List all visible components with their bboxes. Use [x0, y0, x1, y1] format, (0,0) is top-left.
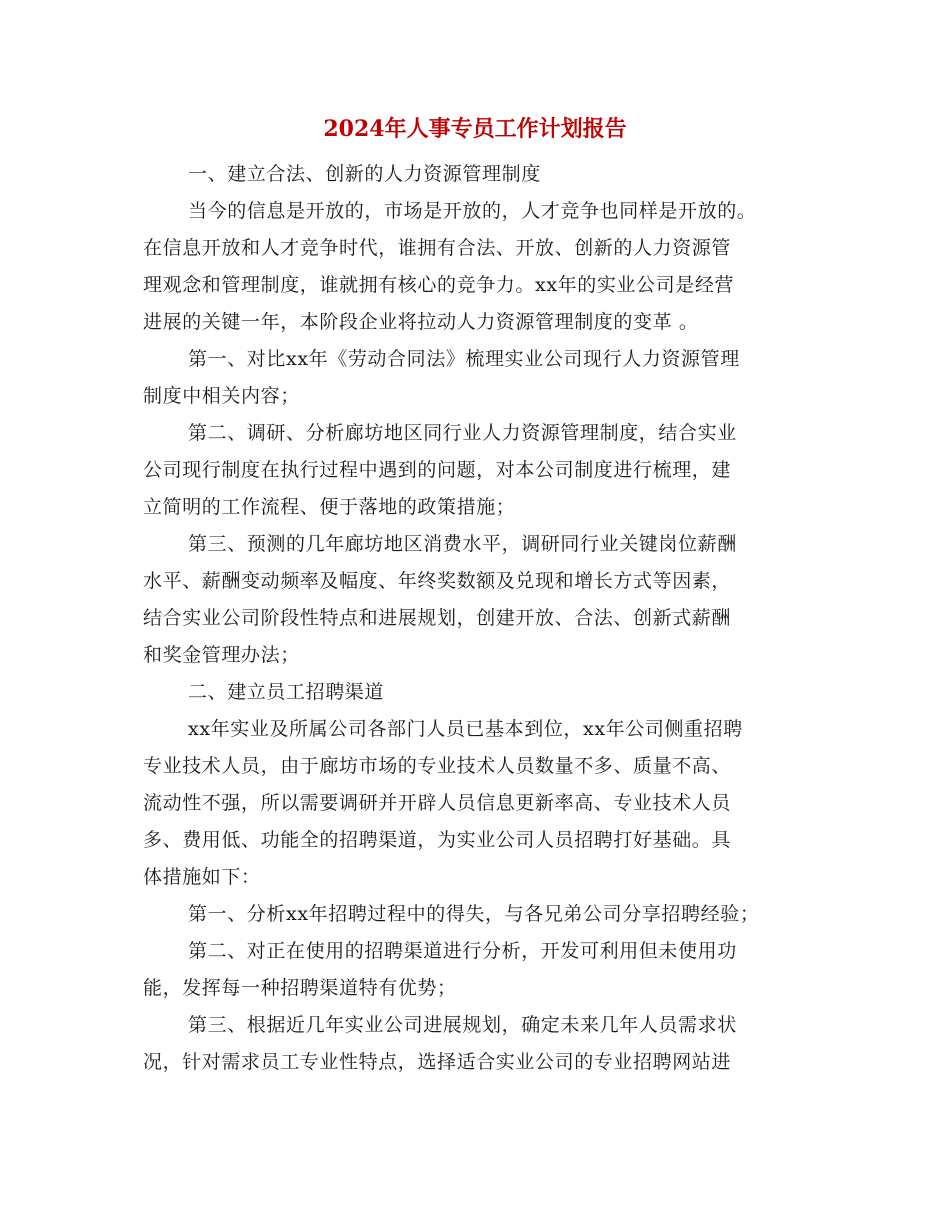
section-heading-1: 一、建立合法、创新的人力资源管理制度 — [188, 163, 541, 185]
paragraph-line: 进展的关键一年，本阶段企业将拉动人力资源管理制度的变革 。 — [143, 311, 699, 333]
document-title: 2024年人事专员工作计划报告 — [323, 116, 627, 142]
paragraph-line: 第三、根据近几年实业公司进展规划，确定未来几年人员需求状 — [188, 1014, 737, 1036]
paragraph-line: 理观念和管理制度，谁就拥有核心的竞争力。xx年的实业公司是经营 — [143, 274, 735, 296]
paragraph-line: 立简明的工作流程、便于落地的政策措施； — [143, 496, 516, 518]
paragraph-line: 流动性不强，所以需要调研并开辟人员信息更新率高、专业技术人员 — [143, 792, 732, 814]
paragraph-line: 公司现行制度在执行过程中遇到的问题，对本公司制度进行梳理，建 — [143, 459, 732, 481]
paragraph-line: 第一、对比xx年《劳动合同法》梳理实业公司现行人力资源管理 — [188, 348, 740, 370]
paragraph-line: 和奖金管理办法； — [143, 644, 300, 666]
paragraph-line: 水平、薪酬变动频率及幅度、年终奖数额及兑现和增长方式等因素， — [143, 570, 732, 592]
section-heading-2: 二、建立员工招聘渠道 — [188, 681, 385, 703]
paragraph-line: 结合实业公司阶段性特点和进展规划，创建开放、合法、创新式薪酬 — [143, 607, 732, 629]
paragraph-line: 能，发挥每一种招聘渠道特有优势； — [143, 977, 457, 999]
paragraph-line: 当今的信息是开放的，市场是开放的，人才竞争也同样是开放的。 — [188, 200, 757, 222]
paragraph-line: 专业技术人员，由于廊坊市场的专业技术人员数量不多、质量不高、 — [143, 755, 732, 777]
paragraph-line: 多、费用低、功能全的招聘渠道，为实业公司人员招聘打好基础。具 — [143, 829, 732, 851]
paragraph-line: 制度中相关内容； — [143, 385, 300, 407]
paragraph-line: 第一、分析xx年招聘过程中的得失，与各兄弟公司分享招聘经验； — [188, 903, 760, 925]
paragraph-line: 在信息开放和人才竞争时代，谁拥有合法、开放、创新的人力资源管 — [143, 237, 732, 259]
paragraph-line: 第二、对正在使用的招聘渠道进行分析，开发可利用但未使用功 — [188, 940, 737, 962]
paragraph-line: 况，针对需求员工专业性特点，选择适合实业公司的专业招聘网站进 — [143, 1051, 732, 1073]
paragraph-line: 体措施如下： — [143, 866, 261, 888]
paragraph-line: xx年实业及所属公司各部门人员已基本到位，xx年公司侧重招聘 — [188, 718, 743, 740]
paragraph-line: 第二、调研、分析廊坊地区同行业人力资源管理制度，结合实业 — [188, 422, 737, 444]
paragraph-line: 第三、预测的几年廊坊地区消费水平，调研同行业关键岗位薪酬 — [188, 533, 737, 555]
